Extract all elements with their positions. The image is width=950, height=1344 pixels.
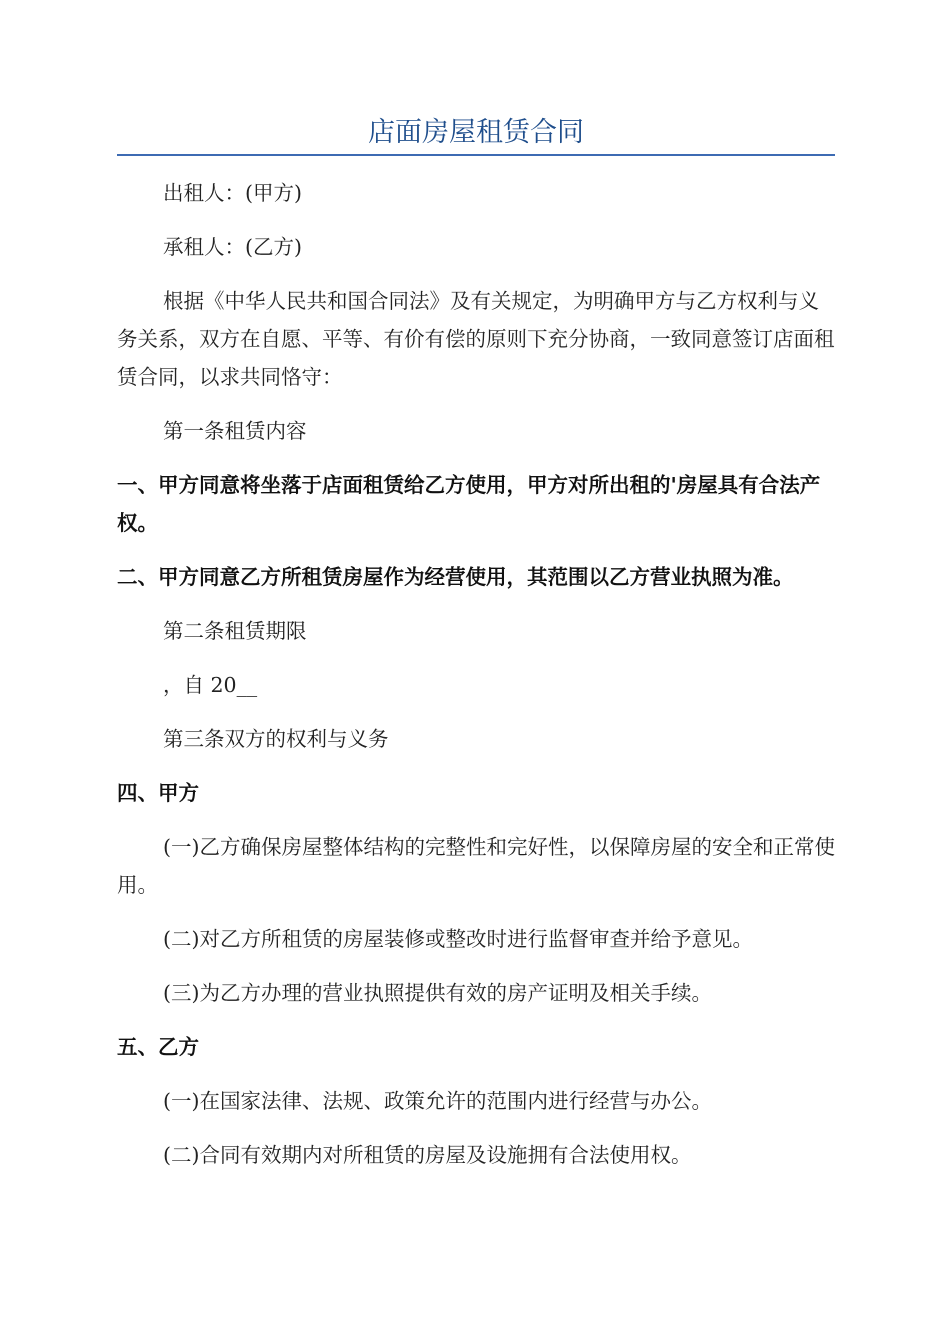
document-body bbox=[117, 174, 835, 1190]
article-3-heading: 第三条双方的权利与义务 bbox=[163, 727, 389, 751]
article-2-heading: 第二条租赁期限 bbox=[163, 619, 307, 643]
preamble-paragraph: 根据《中华人民共和国合同法》及有关规定，为明确甲方与乙方权利与义务关系，双方在自愿、平等、有价有偿的原则下充分协商，一致同意签订店面租赁合同，以求共同恪守： bbox=[117, 289, 835, 389]
clause-1: 一、甲方同意将坐落于店面租赁给乙方使用，甲方对所出租的'房屋具有合法产权。 bbox=[117, 473, 821, 535]
party-b-item-1: (一)在国家法律、法规、政策允许的范围内进行经营与办公。 bbox=[163, 1089, 712, 1113]
document-title: 店面房屋租赁合同 bbox=[368, 117, 584, 148]
title-underline bbox=[117, 154, 835, 156]
party-a-item-2: (二)对乙方所租赁的房屋装修或整改时进行监督审查并给予意见。 bbox=[163, 927, 753, 951]
party-b-heading: 五、乙方 bbox=[117, 1035, 199, 1059]
lessor-line: 出租人：(甲方) bbox=[163, 181, 302, 205]
party-a-item-1: (一)乙方确保房屋整体结构的完整性和完好性，以保障房屋的安全和正常使用。 bbox=[117, 835, 835, 897]
party-b-item-2: (二)合同有效期内对所租赁的房屋及设施拥有合法使用权。 bbox=[163, 1143, 692, 1167]
party-a-heading: 四、甲方 bbox=[117, 781, 199, 805]
term-line: ，自 20__ bbox=[163, 673, 258, 697]
lessee-line: 承租人：(乙方) bbox=[163, 235, 302, 259]
clause-2: 二、甲方同意乙方所租赁房屋作为经营使用，其范围以乙方营业执照为准。 bbox=[117, 565, 794, 589]
party-a-item-3: (三)为乙方办理的营业执照提供有效的房产证明及相关手续。 bbox=[163, 981, 712, 1005]
article-1-heading: 第一条租赁内容 bbox=[163, 419, 307, 443]
